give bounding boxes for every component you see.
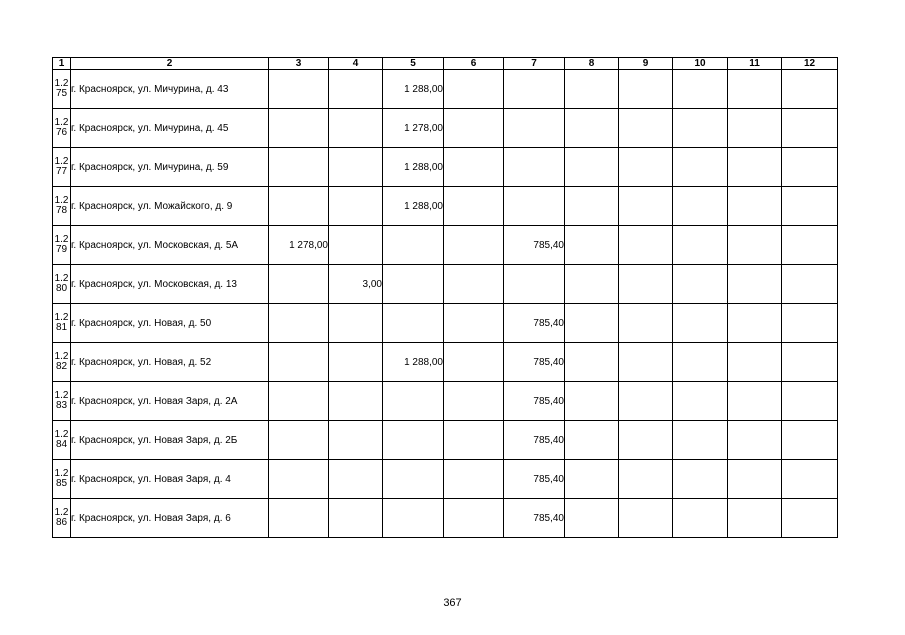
row-number	[53, 148, 71, 187]
value-cell	[329, 382, 383, 421]
row-number-part: 1.2	[54, 78, 69, 89]
address-cell: г. Красноярск, ул. Московская, д. 13	[71, 265, 269, 304]
value-cell: 1 278,00	[383, 109, 444, 148]
value-cell	[619, 109, 673, 148]
value-cell	[619, 382, 673, 421]
value-cell: 3,00	[329, 265, 383, 304]
value-cell	[329, 187, 383, 226]
value-cell	[444, 70, 504, 109]
row-number-part: 1.2	[54, 390, 69, 401]
value-cell: 785,40	[504, 304, 565, 343]
row-number	[53, 265, 71, 304]
value-cell	[269, 382, 329, 421]
value-cell	[782, 109, 838, 148]
value-cell	[504, 187, 565, 226]
row-number-part: 1.2	[54, 312, 69, 323]
address-cell: г. Красноярск, ул. Новая Заря, д. 2Б	[71, 421, 269, 460]
value-cell	[673, 265, 728, 304]
value-cell	[673, 382, 728, 421]
column-header: 10	[673, 58, 728, 70]
value-cell: 1 288,00	[383, 343, 444, 382]
value-cell	[383, 382, 444, 421]
value-cell	[444, 148, 504, 187]
value-cell: 1 288,00	[383, 70, 444, 109]
row-number-part: 1.2	[54, 273, 69, 284]
table-row	[53, 265, 838, 304]
address-cell: г. Красноярск, ул. Московская, д. 5А	[71, 226, 269, 265]
value-cell	[444, 109, 504, 148]
value-cell	[619, 187, 673, 226]
value-cell	[329, 70, 383, 109]
row-number	[53, 304, 71, 343]
value-cell	[444, 265, 504, 304]
value-cell	[673, 421, 728, 460]
table-row	[53, 109, 838, 148]
table-row	[53, 70, 838, 109]
value-cell	[728, 343, 782, 382]
value-cell	[565, 148, 619, 187]
value-cell	[782, 226, 838, 265]
address-cell: г. Красноярск, ул. Новая Заря, д. 4	[71, 460, 269, 499]
address-cell: г. Красноярск, ул. Мичурина, д. 43	[71, 70, 269, 109]
value-cell: 785,40	[504, 226, 565, 265]
value-cell	[383, 304, 444, 343]
value-cell	[565, 343, 619, 382]
value-cell	[269, 460, 329, 499]
value-cell: 1 288,00	[383, 187, 444, 226]
table-row	[53, 382, 838, 421]
value-cell	[673, 187, 728, 226]
value-cell	[782, 187, 838, 226]
value-cell: 785,40	[504, 460, 565, 499]
value-cell	[444, 382, 504, 421]
address-cell: г. Красноярск, ул. Можайского, д. 9	[71, 187, 269, 226]
row-number-part: 1.2	[54, 351, 69, 362]
table-row	[53, 421, 838, 460]
value-cell	[444, 460, 504, 499]
value-cell	[329, 460, 383, 499]
table-row	[53, 148, 838, 187]
column-header: 7	[504, 58, 565, 70]
value-cell	[504, 70, 565, 109]
value-cell	[782, 304, 838, 343]
value-cell	[619, 70, 673, 109]
row-number-part: 80	[55, 283, 68, 294]
value-cell	[782, 499, 838, 538]
value-cell	[329, 499, 383, 538]
value-cell	[619, 343, 673, 382]
value-cell	[565, 382, 619, 421]
value-cell	[782, 421, 838, 460]
value-cell	[619, 226, 673, 265]
value-cell	[383, 421, 444, 460]
value-cell	[504, 265, 565, 304]
address-cell: г. Красноярск, ул. Новая Заря, д. 2А	[71, 382, 269, 421]
row-number-part: 77	[55, 166, 68, 177]
value-cell	[565, 499, 619, 538]
table-header	[53, 58, 838, 70]
row-number	[53, 421, 71, 460]
row-number	[53, 70, 71, 109]
row-number	[53, 460, 71, 499]
value-cell	[444, 187, 504, 226]
value-cell	[565, 460, 619, 499]
table-row	[53, 304, 838, 343]
column-header: 8	[565, 58, 619, 70]
row-number-part: 1.2	[54, 195, 69, 206]
value-cell	[269, 343, 329, 382]
value-cell: 785,40	[504, 499, 565, 538]
value-cell	[269, 265, 329, 304]
address-cell: г. Красноярск, ул. Новая, д. 52	[71, 343, 269, 382]
table-row	[53, 343, 838, 382]
value-cell	[269, 499, 329, 538]
value-cell	[728, 382, 782, 421]
value-cell	[444, 421, 504, 460]
value-cell	[728, 265, 782, 304]
value-cell	[619, 304, 673, 343]
row-number-part: 1.2	[54, 507, 69, 518]
value-cell	[782, 148, 838, 187]
column-header: 2	[71, 58, 269, 70]
row-number-part: 85	[55, 478, 68, 489]
value-cell	[269, 148, 329, 187]
value-cell	[673, 304, 728, 343]
value-cell	[728, 304, 782, 343]
value-cell	[673, 226, 728, 265]
column-header: 6	[444, 58, 504, 70]
value-cell	[673, 70, 728, 109]
value-cell	[673, 460, 728, 499]
value-cell	[565, 70, 619, 109]
row-number-part: 1.2	[54, 234, 69, 245]
value-cell	[619, 421, 673, 460]
row-number	[53, 109, 71, 148]
table-row	[53, 460, 838, 499]
header-row	[53, 58, 838, 70]
value-cell	[782, 460, 838, 499]
row-number	[53, 499, 71, 538]
table-row	[53, 187, 838, 226]
value-cell	[329, 343, 383, 382]
value-cell	[619, 499, 673, 538]
value-cell	[444, 499, 504, 538]
value-cell	[329, 148, 383, 187]
row-number	[53, 382, 71, 421]
value-cell: 785,40	[504, 382, 565, 421]
address-cell: г. Красноярск, ул. Мичурина, д. 59	[71, 148, 269, 187]
column-header: 11	[728, 58, 782, 70]
table-body	[53, 70, 838, 538]
value-cell	[782, 265, 838, 304]
value-cell	[619, 265, 673, 304]
value-cell: 1 278,00	[269, 226, 329, 265]
value-cell	[565, 109, 619, 148]
value-cell	[565, 265, 619, 304]
column-header: 12	[782, 58, 838, 70]
value-cell	[444, 304, 504, 343]
row-number	[53, 226, 71, 265]
value-cell	[728, 109, 782, 148]
value-cell	[565, 187, 619, 226]
value-cell	[782, 382, 838, 421]
value-cell	[728, 499, 782, 538]
value-cell	[619, 148, 673, 187]
row-number-part: 79	[55, 244, 68, 255]
value-cell	[383, 499, 444, 538]
value-cell	[619, 460, 673, 499]
row-number-part: 82	[55, 361, 68, 372]
address-cell: г. Красноярск, ул. Новая Заря, д. 6	[71, 499, 269, 538]
column-header: 5	[383, 58, 444, 70]
row-number-part: 83	[55, 400, 68, 411]
value-cell	[269, 109, 329, 148]
value-cell	[329, 109, 383, 148]
value-cell	[329, 304, 383, 343]
value-cell	[728, 421, 782, 460]
row-number-part: 78	[55, 205, 68, 216]
value-cell	[329, 226, 383, 265]
row-number-part: 81	[55, 322, 68, 333]
value-cell	[329, 421, 383, 460]
column-header: 1	[53, 58, 71, 70]
row-number-part: 1.2	[54, 468, 69, 479]
column-header: 4	[329, 58, 383, 70]
row-number-part: 76	[55, 127, 68, 138]
column-header: 3	[269, 58, 329, 70]
data-table	[52, 57, 838, 538]
value-cell	[269, 187, 329, 226]
address-cell: г. Красноярск, ул. Мичурина, д. 45	[71, 109, 269, 148]
row-number-part: 1.2	[54, 117, 69, 128]
value-cell	[565, 226, 619, 265]
value-cell	[383, 265, 444, 304]
value-cell	[782, 343, 838, 382]
value-cell	[383, 226, 444, 265]
value-cell	[269, 421, 329, 460]
value-cell	[673, 343, 728, 382]
value-cell	[728, 187, 782, 226]
value-cell	[269, 304, 329, 343]
value-cell	[504, 109, 565, 148]
value-cell	[383, 460, 444, 499]
value-cell: 1 288,00	[383, 148, 444, 187]
row-number	[53, 187, 71, 226]
value-cell: 785,40	[504, 343, 565, 382]
value-cell: 785,40	[504, 421, 565, 460]
row-number-part: 86	[55, 517, 68, 528]
value-cell	[728, 460, 782, 499]
page-number: 367	[443, 597, 462, 609]
value-cell	[728, 226, 782, 265]
value-cell	[673, 109, 728, 148]
value-cell	[444, 226, 504, 265]
row-number-part: 75	[55, 88, 68, 99]
row-number-part: 1.2	[54, 429, 69, 440]
value-cell	[782, 70, 838, 109]
row-number-part: 1.2	[54, 156, 69, 167]
value-cell	[444, 343, 504, 382]
value-cell	[673, 499, 728, 538]
value-cell	[504, 148, 565, 187]
table-row	[53, 226, 838, 265]
value-cell	[728, 148, 782, 187]
value-cell	[565, 421, 619, 460]
row-number	[53, 343, 71, 382]
value-cell	[673, 148, 728, 187]
table-row	[53, 499, 838, 538]
value-cell	[269, 70, 329, 109]
column-header: 9	[619, 58, 673, 70]
address-cell: г. Красноярск, ул. Новая, д. 50	[71, 304, 269, 343]
value-cell	[565, 304, 619, 343]
value-cell	[728, 70, 782, 109]
row-number-part: 84	[55, 439, 68, 450]
